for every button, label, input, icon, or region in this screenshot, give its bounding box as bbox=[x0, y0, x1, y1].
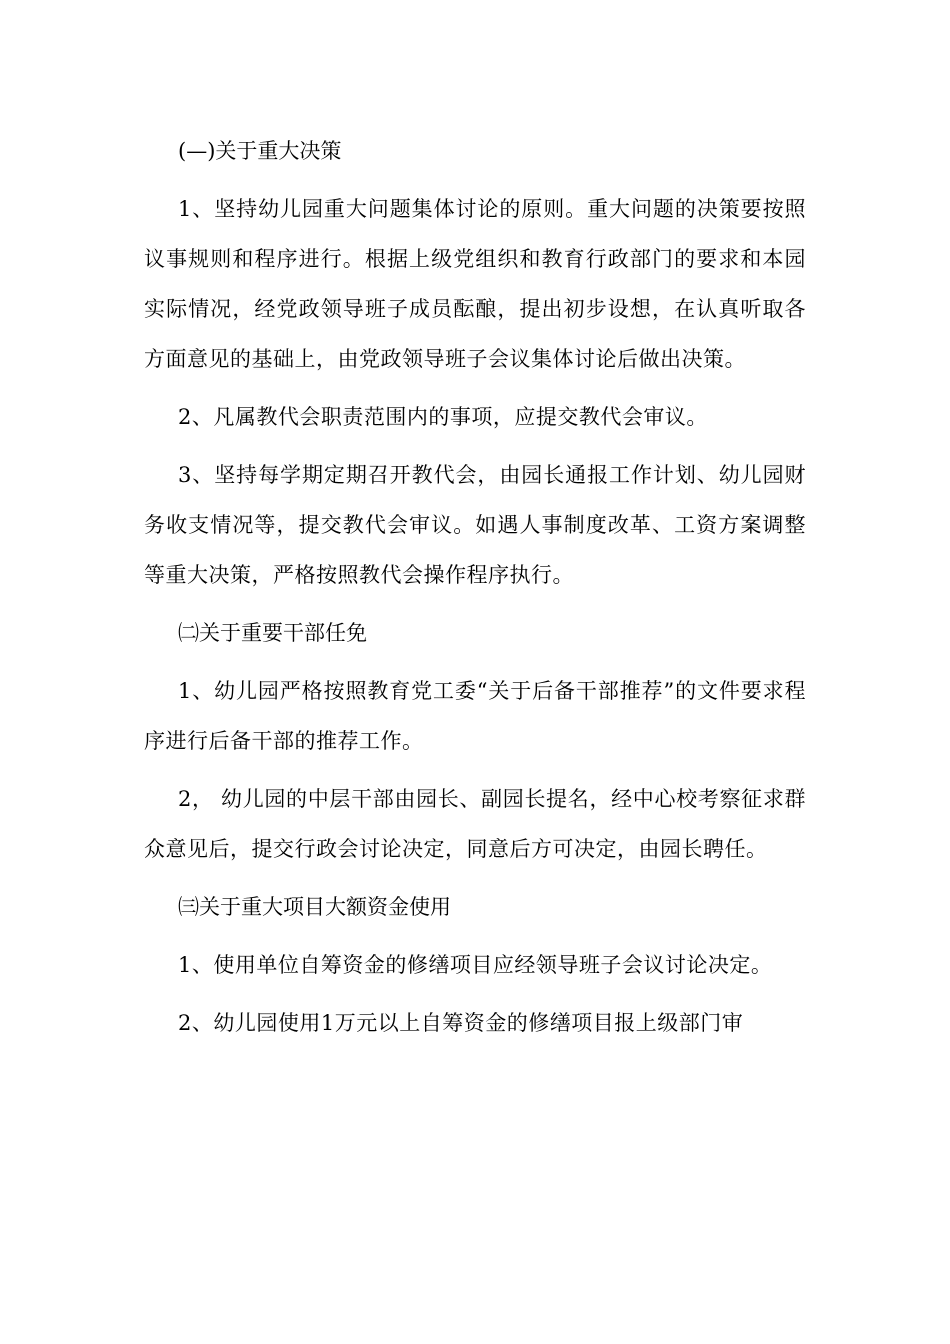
paragraph: 1、坚持幼儿园重大问题集体讨论的原则。重大问题的决策要按照议事规则和程序进行。根据上级党组织和教育行政部门的要求和本园实际情况，经党政领导班子成员酝酿，提出初步设想，在认真听取各方面意见的基础上，由党政领导班子会议集体讨论后做出决策。 bbox=[144, 197, 806, 371]
section-cadre-appointments bbox=[144, 608, 806, 874]
section-heading: ㈡关于重要干部任免 bbox=[178, 621, 367, 645]
paragraph: 3、坚持每学期定期召开教代会，由园长通报工作计划、幼儿园财务收支情况等，提交教代会审议。如遇人事制度改革、工资方案调整等重大决策，严格按照教代会操作程序执行。 bbox=[144, 463, 806, 587]
section-heading: ㈢关于重大项目大额资金使用 bbox=[178, 895, 451, 919]
paragraph: 1、使用单位自筹资金的修缮项目应经领导班子会议讨论决定。 bbox=[178, 953, 773, 977]
document-body bbox=[144, 126, 806, 1056]
paragraph: 2、幼儿园使用1万元以上自筹资金的修缮项目报上级部门审 bbox=[178, 1011, 744, 1035]
section-major-funds bbox=[144, 882, 806, 1048]
paragraph: 2， 幼儿园的中层干部由园长、副园长提名，经中心校考察征求群众意见后，提交行政会讨论决定，同意后方可决定，由园长聘任。 bbox=[144, 787, 806, 861]
paragraph: 2、凡属教代会职责范围内的事项，应提交教代会审议。 bbox=[178, 405, 708, 429]
section-major-decisions bbox=[144, 126, 806, 600]
paragraph: 1、幼儿园严格按照教育党工委“关于后备干部推荐”的文件要求程序进行后备干部的推荐工作。 bbox=[144, 679, 806, 753]
section-heading: (—)关于重大决策 bbox=[178, 139, 342, 163]
